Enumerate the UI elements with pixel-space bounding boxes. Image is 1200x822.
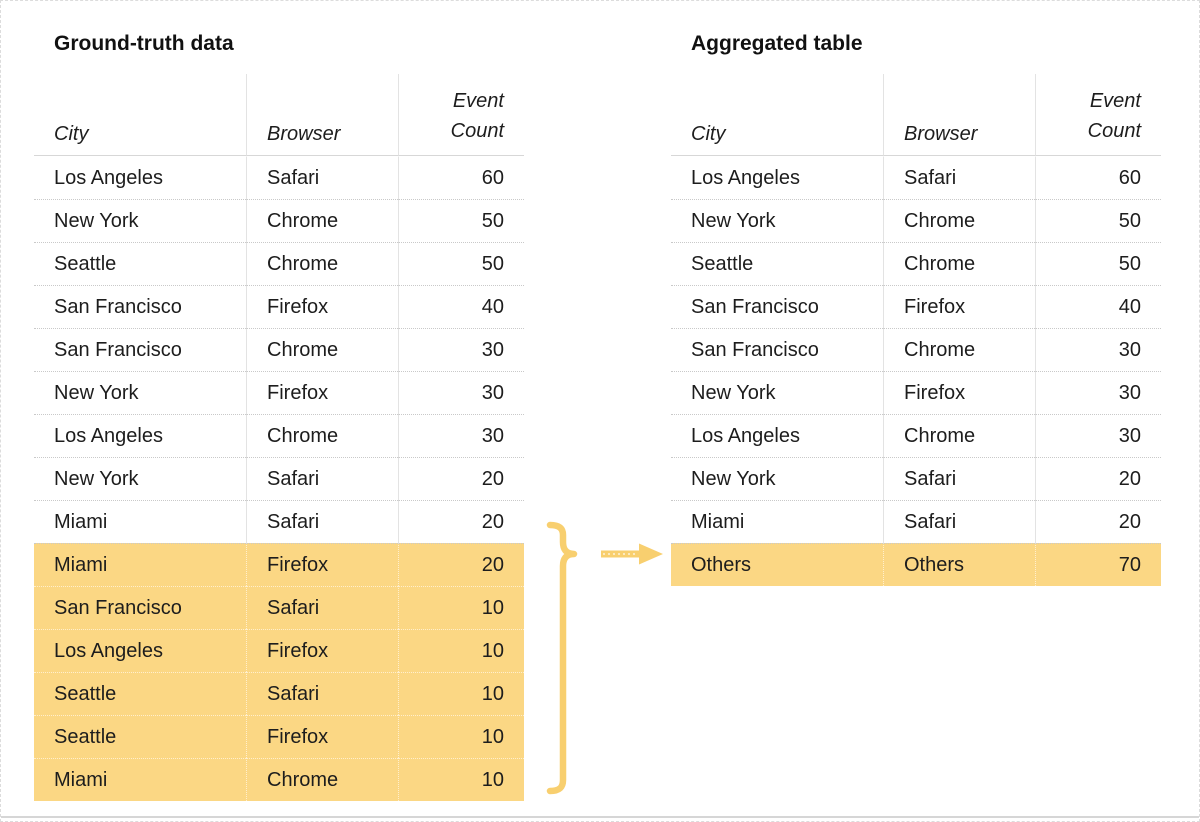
- cell-city: New York: [34, 199, 246, 242]
- cell-city: San Francisco: [671, 328, 883, 371]
- cell-city: New York: [671, 199, 883, 242]
- table-row: [34, 156, 524, 199]
- cell-count: 10: [398, 672, 524, 715]
- cell-browser: Safari: [883, 500, 1035, 543]
- cell-city: New York: [34, 371, 246, 414]
- cell-browser: Safari: [246, 500, 398, 543]
- cell-city: San Francisco: [34, 285, 246, 328]
- cell-count: 30: [398, 328, 524, 371]
- table-row-highlighted: [34, 758, 524, 801]
- aggregated-section: [671, 33, 1161, 586]
- table-row: [34, 285, 524, 328]
- cell-browser: Safari: [246, 586, 398, 629]
- cell-count: 30: [398, 371, 524, 414]
- cell-count: 20: [398, 543, 524, 586]
- cell-city: Los Angeles: [54, 166, 163, 189]
- cell-count: 60: [1035, 156, 1161, 199]
- cell-count: 30: [1035, 371, 1161, 414]
- cell-city: Seattle: [34, 242, 246, 285]
- ground-truth-section: [34, 33, 524, 801]
- table-row: [34, 414, 524, 457]
- cell-city: Seattle: [34, 715, 246, 758]
- cell-city: New York: [671, 457, 883, 500]
- cell-count: 40: [398, 285, 524, 328]
- cell-browser: Safari: [883, 156, 1035, 199]
- table-row: [34, 199, 524, 242]
- cell-count: 20: [1035, 457, 1161, 500]
- cell-count: 50: [1035, 199, 1161, 242]
- cell-count: 40: [1035, 285, 1161, 328]
- cell-browser: Chrome: [246, 414, 398, 457]
- cell-browser: Chrome: [883, 414, 1035, 457]
- table-row-highlighted: [34, 629, 524, 672]
- cell-browser: Safari: [883, 457, 1035, 500]
- cell-count: 30: [1035, 328, 1161, 371]
- cell-browser: Chrome: [246, 758, 398, 801]
- arrow-right-icon: [601, 544, 663, 565]
- table-row: [671, 328, 1161, 371]
- ground-truth-table-header: [34, 74, 524, 156]
- cell-browser: Chrome: [246, 242, 398, 285]
- header-row: [671, 74, 1161, 156]
- table-row: [671, 371, 1161, 414]
- cell-city: Miami: [34, 758, 246, 801]
- cell-city: Seattle: [671, 242, 883, 285]
- cell-city: Los Angeles: [671, 414, 883, 457]
- table-row-highlighted: [34, 586, 524, 629]
- cell-browser: Chrome: [246, 328, 398, 371]
- aggregated-title: Aggregated table: [691, 32, 863, 55]
- table-row: [671, 156, 1161, 199]
- table-row: [671, 199, 1161, 242]
- table-row: [34, 500, 524, 543]
- ground-truth-table: [34, 74, 524, 801]
- cell-browser: Firefox: [883, 371, 1035, 414]
- ground-truth-title: Ground-truth data: [54, 32, 234, 55]
- cell-browser: Safari: [246, 156, 398, 199]
- header-row: [34, 74, 524, 156]
- cell-browser: Firefox: [246, 543, 398, 586]
- cell-count: 30: [1035, 414, 1161, 457]
- cell-browser: Chrome: [883, 199, 1035, 242]
- cell-browser: Others: [883, 543, 1035, 586]
- column-header-city: City: [34, 74, 246, 156]
- cell-browser: Firefox: [883, 285, 1035, 328]
- cell-count: 20: [398, 457, 524, 500]
- cell-city: Miami: [34, 500, 246, 543]
- table-row-highlighted: [671, 543, 1161, 586]
- cell-browser: Safari: [246, 672, 398, 715]
- table-row: [671, 242, 1161, 285]
- cell-city: New York: [34, 457, 246, 500]
- cell-city: San Francisco: [34, 586, 246, 629]
- figure-bottom-rule: [1, 816, 1199, 818]
- cell-count: 20: [1035, 500, 1161, 543]
- cell-browser: Chrome: [883, 242, 1035, 285]
- aggregated-table: [671, 74, 1161, 586]
- cell-browser: Firefox: [246, 715, 398, 758]
- table-row: [671, 457, 1161, 500]
- table-row: [671, 500, 1161, 543]
- table-row-highlighted: [34, 715, 524, 758]
- cell-browser: Chrome: [883, 328, 1035, 371]
- table-row-highlighted: [34, 543, 524, 586]
- cell-count: 50: [398, 199, 524, 242]
- curly-brace-icon: [550, 525, 574, 791]
- table-row-highlighted: [34, 672, 524, 715]
- ground-truth-table-body: [34, 156, 524, 801]
- cell-city: Miami: [34, 543, 246, 586]
- cell-city: San Francisco: [34, 328, 246, 371]
- column-header-city: City: [671, 74, 883, 156]
- aggregated-table-body: [671, 156, 1161, 586]
- cell-city: Seattle: [34, 672, 246, 715]
- aggregation-annotation: [541, 516, 671, 811]
- cell-browser: Chrome: [246, 199, 398, 242]
- cell-count: 10: [398, 715, 524, 758]
- cell-count: 20: [398, 500, 524, 543]
- table-row: [34, 457, 524, 500]
- table-row: [671, 285, 1161, 328]
- cell-count: 10: [398, 586, 524, 629]
- table-row: [34, 242, 524, 285]
- cell-city: Los Angeles: [34, 629, 246, 672]
- cell-browser: Firefox: [246, 629, 398, 672]
- cell-city: Los Angeles: [691, 166, 800, 189]
- table-row: [671, 414, 1161, 457]
- aggregated-table-header: [671, 74, 1161, 156]
- cell-city: New York: [671, 371, 883, 414]
- table-row: [34, 371, 524, 414]
- column-header-browser: Browser: [246, 74, 398, 156]
- cell-city: Others: [671, 543, 883, 586]
- cell-count: 70: [1035, 543, 1161, 586]
- column-header-event-count: Event Count: [1035, 74, 1161, 156]
- cell-city: Los Angeles: [34, 414, 246, 457]
- cell-browser: Safari: [246, 457, 398, 500]
- cell-browser: Firefox: [246, 285, 398, 328]
- cell-count: 30: [398, 414, 524, 457]
- cell-city: San Francisco: [671, 285, 883, 328]
- column-header-browser: Browser: [883, 74, 1035, 156]
- column-header-event-count: Event Count: [398, 74, 524, 156]
- table-row: [34, 328, 524, 371]
- cell-count: 50: [398, 242, 524, 285]
- cell-count: 60: [398, 156, 524, 199]
- cell-count: 10: [398, 629, 524, 672]
- cell-city: Miami: [671, 500, 883, 543]
- cell-count: 50: [1035, 242, 1161, 285]
- cell-count: 10: [398, 758, 524, 801]
- cell-browser: Firefox: [246, 371, 398, 414]
